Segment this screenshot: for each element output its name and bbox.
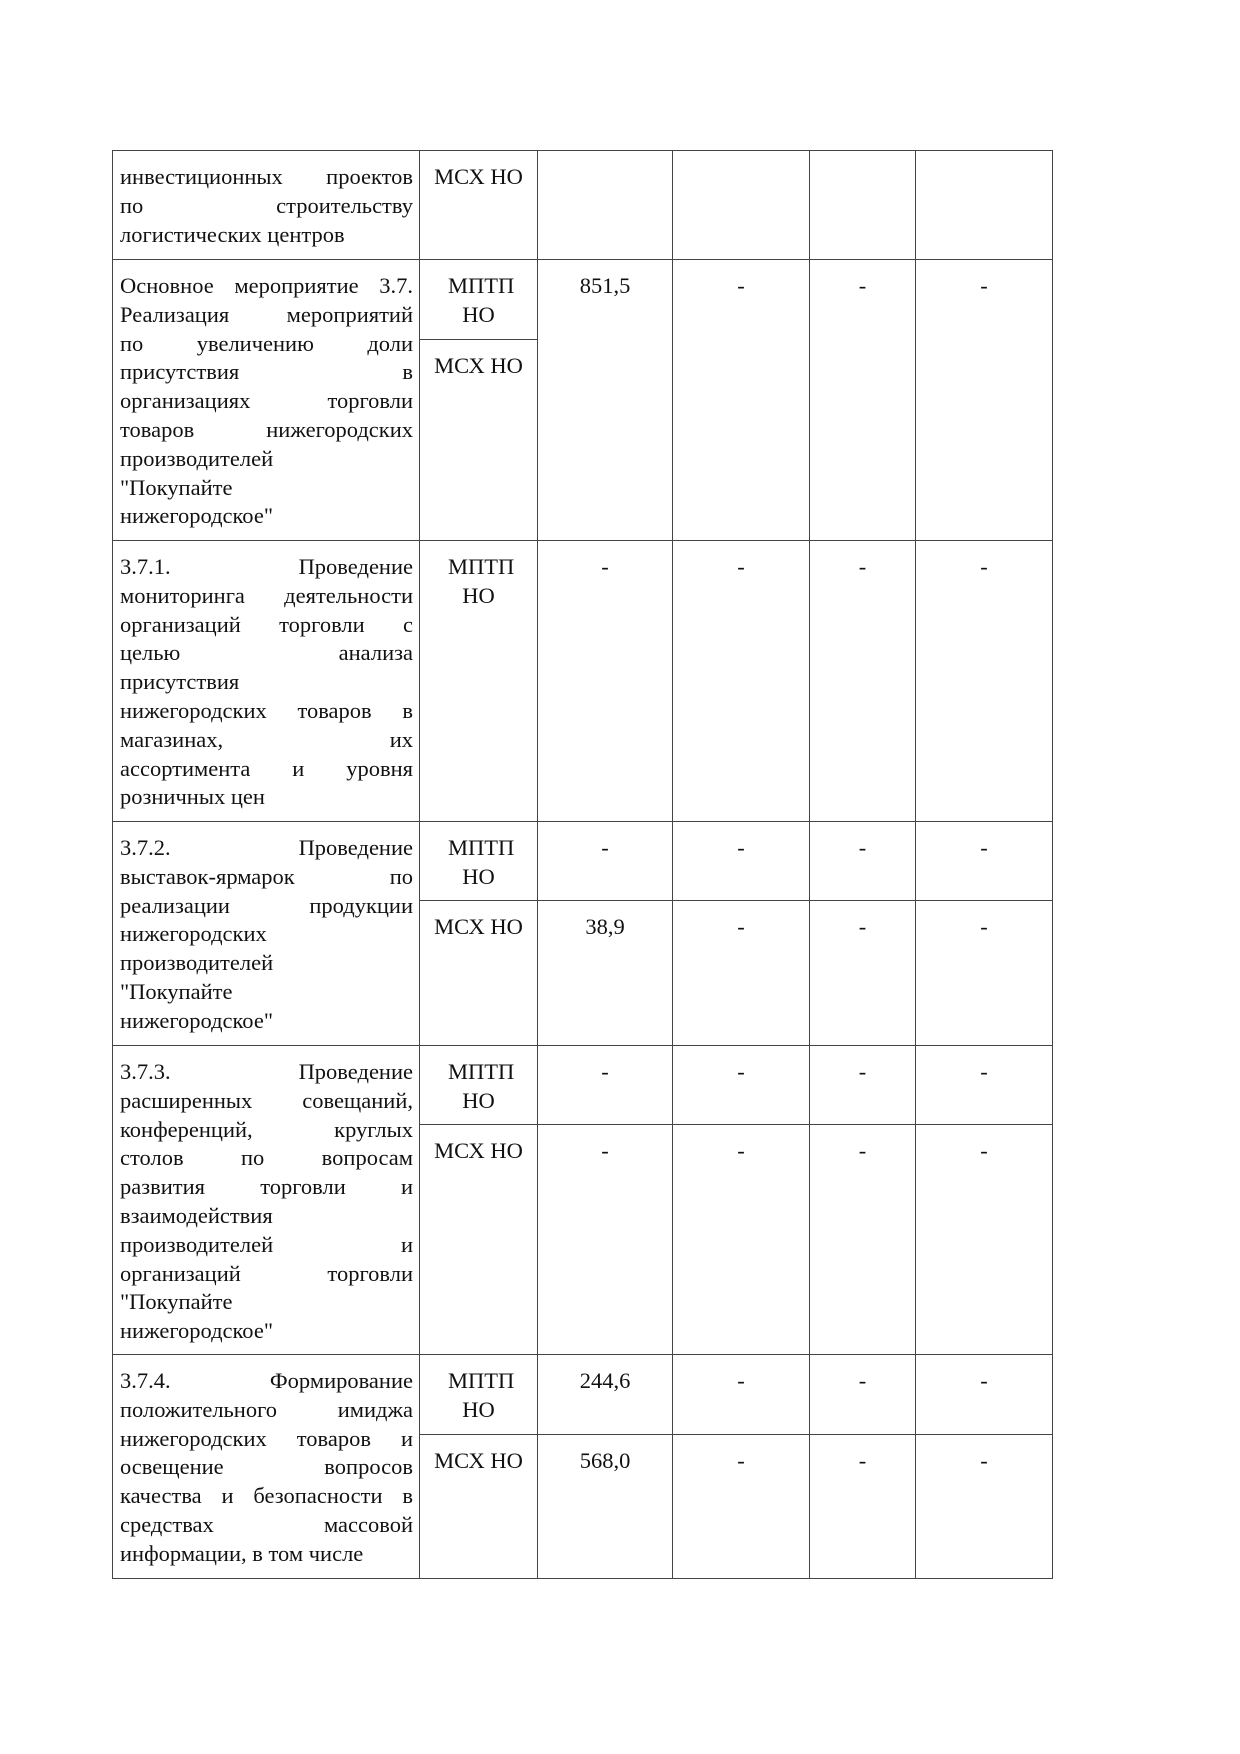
description-line: нижегородских товаров в bbox=[120, 697, 413, 723]
description-line: "Покупайте bbox=[120, 978, 233, 1004]
funding-value-cell: - bbox=[672, 900, 810, 1046]
responsible-executor: МСХ НО bbox=[419, 1434, 538, 1579]
description-line: 3.7.3. Проведение bbox=[120, 1059, 413, 1084]
description-line: 3.7.4. Формирование bbox=[120, 1368, 413, 1393]
description-line: мониторинга деятельности bbox=[120, 582, 413, 608]
responsible-executor: МПТП НО bbox=[419, 1354, 538, 1435]
description-line: организаций торговли с bbox=[120, 611, 413, 637]
description-line: Основное мероприятие 3.7. bbox=[120, 273, 413, 298]
description-line: розничных цен bbox=[120, 784, 265, 810]
responsible-executor: МСХ НО bbox=[419, 900, 538, 1046]
description-line: по увеличению доли bbox=[120, 330, 413, 356]
funding-value-cell: - bbox=[672, 1354, 810, 1435]
funding-value-cell: - bbox=[537, 1124, 673, 1355]
responsible-executor: МПТП НО bbox=[419, 259, 538, 340]
description-line: присутствия bbox=[120, 669, 240, 695]
description-line: выставок-ярмарок по bbox=[120, 863, 413, 889]
funding-value-cell bbox=[672, 150, 810, 260]
activity-description bbox=[112, 259, 420, 541]
description-line: нижегородских bbox=[120, 921, 267, 947]
funding-value-cell: - bbox=[672, 821, 810, 901]
description-line: средствах массовой bbox=[120, 1511, 413, 1537]
description-line: товаров нижегородских bbox=[120, 416, 413, 442]
description-line: "Покупайте bbox=[120, 474, 233, 500]
funding-value-cell: - bbox=[809, 1434, 916, 1579]
description-line: инвестиционных проектов bbox=[120, 164, 413, 189]
description-line: 3.7.2. Проведение bbox=[120, 835, 413, 860]
funding-value-cell: - bbox=[809, 821, 916, 901]
funding-value-cell bbox=[809, 150, 916, 260]
funding-value-cell: - bbox=[809, 1124, 916, 1355]
description-line: освещение вопросов bbox=[120, 1454, 413, 1480]
funding-value-cell bbox=[915, 150, 1053, 260]
funding-value-cell: - bbox=[672, 1434, 810, 1579]
description-line: информации, в том числе bbox=[120, 1540, 364, 1566]
funding-value-cell: - bbox=[672, 1124, 810, 1355]
funding-value-cell: - bbox=[809, 259, 916, 541]
description-line: производителей bbox=[120, 445, 274, 471]
funding-value-cell: - bbox=[672, 540, 810, 822]
funding-value-cell: - bbox=[915, 259, 1053, 541]
activity-description bbox=[112, 150, 420, 260]
description-line: логистических центров bbox=[120, 221, 345, 247]
description-line: организациях торговли bbox=[120, 388, 413, 414]
description-line: нижегородское" bbox=[120, 1318, 274, 1344]
funding-value-cell: 38,9 bbox=[537, 900, 673, 1046]
description-line: качества и безопасности в bbox=[120, 1483, 413, 1509]
funding-value-cell: - bbox=[672, 259, 810, 541]
funding-value-cell: - bbox=[915, 1045, 1053, 1125]
funding-value-cell: 244,6 bbox=[537, 1354, 673, 1435]
funding-value-cell: - bbox=[537, 1045, 673, 1125]
description-line: столов по вопросам bbox=[120, 1145, 413, 1171]
funding-value-cell: - bbox=[809, 540, 916, 822]
description-line: расширенных совещаний, bbox=[120, 1087, 413, 1113]
activity-description bbox=[112, 540, 420, 822]
description-line: "Покупайте bbox=[120, 1289, 233, 1315]
funding-value-cell: - bbox=[915, 900, 1053, 1046]
funding-value-cell: - bbox=[537, 540, 673, 822]
funding-value-cell: - bbox=[915, 1124, 1053, 1355]
description-line: конференций, круглых bbox=[120, 1116, 413, 1142]
description-line: нижегородских товаров и bbox=[120, 1425, 413, 1451]
funding-value-cell: - bbox=[537, 821, 673, 901]
description-line: 3.7.1. Проведение bbox=[120, 554, 413, 579]
description-line: организаций торговли bbox=[120, 1260, 413, 1286]
description-line: нижегородское" bbox=[120, 1007, 274, 1033]
responsible-executor: МСХ НО bbox=[419, 339, 538, 541]
description-line: реализации продукции bbox=[120, 892, 413, 918]
description-line: производителей и bbox=[120, 1231, 413, 1257]
description-line: нижегородское" bbox=[120, 503, 274, 529]
funding-value-cell: - bbox=[915, 821, 1053, 901]
funding-value-cell: - bbox=[809, 1354, 916, 1435]
responsible-executor: МСХ НО bbox=[419, 1124, 538, 1355]
activity-description bbox=[112, 821, 420, 1046]
description-line: развития торговли и bbox=[120, 1174, 413, 1200]
funding-value-cell: - bbox=[809, 1045, 916, 1125]
funding-value-cell: - bbox=[915, 540, 1053, 822]
responsible-executor: МПТП НО bbox=[419, 1045, 538, 1125]
activity-description bbox=[112, 1354, 420, 1579]
description-line: взаимодействия bbox=[120, 1202, 273, 1228]
description-line: Реализация мероприятий bbox=[120, 301, 413, 327]
funding-value-cell: 568,0 bbox=[537, 1434, 673, 1579]
description-line: магазинах, их bbox=[120, 726, 413, 752]
funding-value-cell bbox=[537, 150, 673, 260]
description-line: присутствия в bbox=[120, 359, 413, 385]
description-line: целью анализа bbox=[120, 640, 413, 666]
funding-value-cell: - bbox=[915, 1434, 1053, 1579]
responsible-executor: МПТП НО bbox=[419, 821, 538, 901]
activity-description bbox=[112, 1045, 420, 1355]
description-line: положительного имиджа bbox=[120, 1396, 413, 1422]
description-line: ассортимента и уровня bbox=[120, 755, 413, 781]
description-line: производителей bbox=[120, 950, 274, 976]
description-line: по строительству bbox=[120, 192, 413, 218]
responsible-executor: МСХ НО bbox=[419, 150, 538, 260]
funding-value-cell: - bbox=[809, 900, 916, 1046]
funding-value-cell: - bbox=[672, 1045, 810, 1125]
funding-value-cell: 851,5 bbox=[537, 259, 673, 541]
responsible-executor: МПТП НО bbox=[419, 540, 538, 822]
funding-value-cell: - bbox=[915, 1354, 1053, 1435]
